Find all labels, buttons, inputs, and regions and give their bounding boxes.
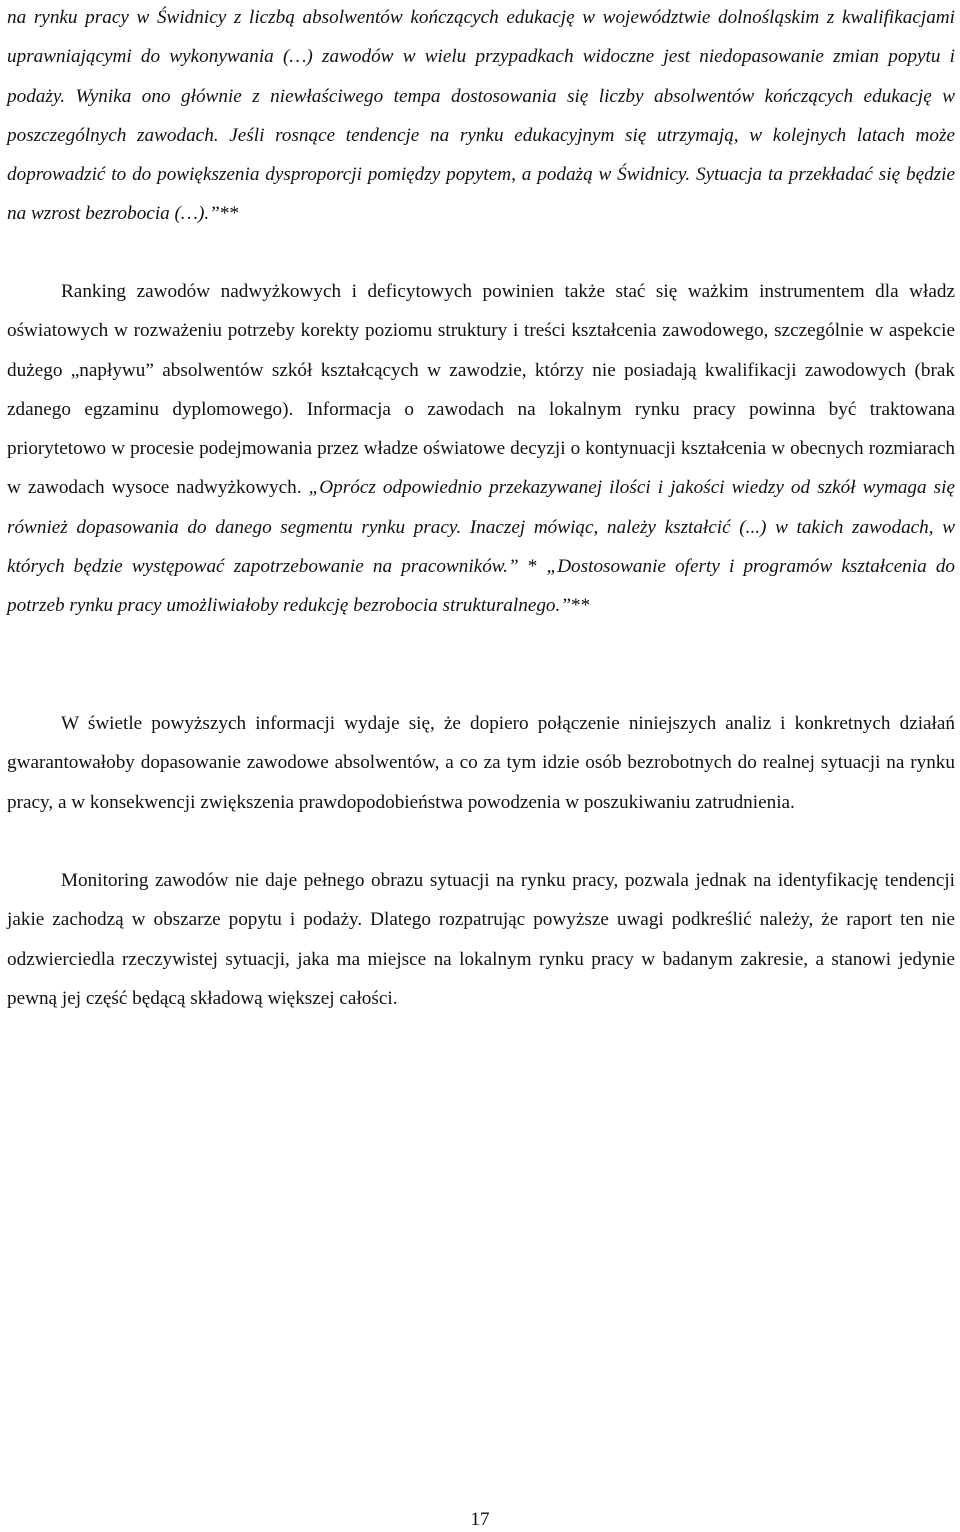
paragraph-text: Monitoring zawodów nie daje pełnego obrazu sytuacji na rynku pracy, pozwala jednak na identyfikację tendencji jakie zachodzą w obszarze popytu i podaży. Dlatego rozpatrując powyższe uwagi podkreślić należy, że raport ten nie odzwierciedla rzeczywistej sytuacji, jaka ma miejsce na lokalnym rynku pracy w badanym zakresie, a stanowi jedynie pewną jej część będącą składową większej całości. bbox=[7, 870, 955, 1009]
page-number: 17 bbox=[470, 1509, 490, 1530]
paragraph-continued-quote bbox=[7, 0, 955, 234]
quote-text-1: „Oprócz odpowiednio przekazywanej ilości i jakości wiedzy od szkół wymaga się również dopasowania do danego segmentu rynku pracy. Inaczej mówiąc, należy kształcić (...) w takich zawodach, w których będzie występować zapotrzebowanie na pracowników.” bbox=[7, 477, 955, 578]
paragraph-monitoring bbox=[7, 861, 955, 1018]
paragraph-text: W świetle powyższych informacji wydaje się, że dopiero połączenie niniejszych analiz i konkretnych działań gwarantowałoby dopasowanie zawodowe absolwentów, a co za tym idzie osób bezrobotnych do realnej sytuacji na rynku pracy, a w konsekwencji zwiększenia prawdopodobieństwa powodzenia w poszukiwaniu zatrudnienia. bbox=[7, 713, 955, 813]
paragraph-ranking bbox=[7, 272, 955, 626]
quote-text-2: „Dostosowanie oferty i programów kształcenia do potrzeb rynku pracy umożliwiałoby redukcję bezrobocia strukturalnego.” bbox=[7, 556, 956, 617]
paragraph-conclusion bbox=[7, 704, 955, 822]
footnote-mark-2: ** bbox=[571, 595, 591, 617]
quote-text: na rynku pracy w Świdnicy z liczbą absolwentów kończących edukację w województwie dolnośląskim z kwalifikacjami uprawniającymi do wykonywania (…) zawodów w wielu przypadkach widoczne jest niedopasowanie zmian popytu i podaży. Wynika ono głównie z niewłaściwego tempa dostosowania się liczby absolwentów kończących edukację w poszczególnych zawodach. Jeśli rosnące tendencje na rynku edukacyjnym się utrzymają, w kolejnych latach może doprowadzić to do powiększenia dysproporcji pomiędzy popytem, a podażą w Świdnicy. Sytuacja ta przekładać się będzie na wzrost bezrobocia (…).” bbox=[7, 7, 955, 225]
paragraph-text: Ranking zawodów nadwyżkowych i deficytowych powinien także stać się ważkim instrumentem dla władz oświatowych w rozważeniu potrzeby korekty poziomu struktury i treści kształcenia zawodowego, szczególnie w aspekcie dużego „napływu” absolwentów szkół kształcących w zawodzie, którzy nie posiadają kwalifikacji zawodowych (brak zdanego egzaminu dyplomowego). Informacja o zawodach na lokalnym rynku pracy powinna być traktowana priorytetowo w procesie podejmowania przez władze oświatowe decyzji o kontynuacji kształcenia w obecnych rozmiarach w zawodach wysoce nadwyżkowych. bbox=[7, 281, 955, 499]
footnote-mark: ** bbox=[219, 203, 240, 225]
footnote-mark-1: * bbox=[518, 556, 547, 578]
